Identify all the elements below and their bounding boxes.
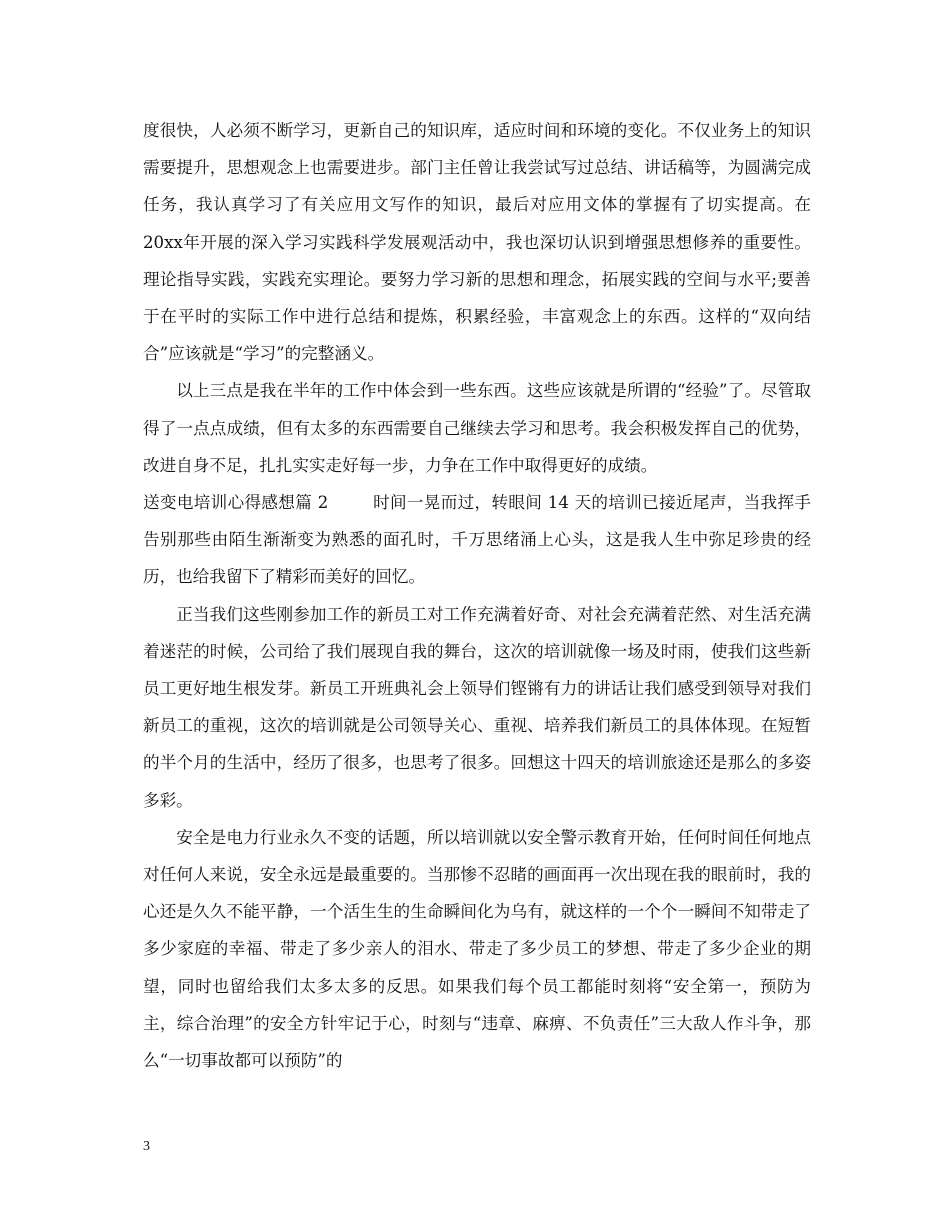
paragraph-4-text: 正当我们这些刚参加工作的新员工对工作充满着好奇、对社会充满着茫然、对生活充满着迷茫的时候，公司给了我们展现自我的舞台，这次的培训就像一场及时雨，使我们这些新员工更好地生根发芽。新员工开班典礼会上领导们铿锵有力的讲话让我们感受到领导对我们新员工的重视，这次的培训就是公司领导关心、重视、培养我们新员工的具体体现。在短暂的半个月的生活中，经历了很多，也思考了很多。回想这十四天的培训旅途还是那么的多姿多彩。 xyxy=(143,604,811,810)
paragraph-1-text: 度很快，人必须不断学习，更新自己的知识库，适应时间和环境的变化。不仅业务上的知识需要提升，思想观念上也需要进步。部门主任曾让我尝试写过总结、讲话稿等，为圆满完成任务，我认真学习了有关应用文写作的知识，最后对应用文体的掌握有了切实提高。在20xx年开展的深入学习实践科学发展观活动中，我也深切认识到增强思想修养的重要性。理论指导实践，实践充实理论。要努力学习新的思想和理念，拓展实践的空间与水平;要善于在平时的实际工作中进行总结和提炼，积累经验，丰富观念上的东西。这样的“双向结合”应该就是“学习”的完整涵义。 xyxy=(143,121,811,364)
section-heading: 送变电培训心得感想篇 2 xyxy=(143,493,329,513)
page-number: 3 xyxy=(143,1139,150,1154)
paragraph-5-text: 安全是电力行业永久不变的话题，所以培训就以安全警示教育开始，任何时间任何地点对任何人来说，安全永远是最重要的。当那惨不忍睹的画面再一次出现在我的眼前时，我的心还是久久不能平静，一个活生生的生命瞬间化为乌有，就这样的一个个一瞬间不知带走了多少家庭的幸福、带走了多少亲人的泪水、带走了多少员工的梦想、带走了多少企业的期望，同时也留给我们太多太多的反思。如果我们每个员工都能时刻将“安全第一，预防为主，综合治理”的安全方针牢记于心，时刻与“违章、麻痹、不负责任”三大敌人作斗争，那么“一切事故都可以预防”的 xyxy=(143,827,811,1071)
paragraph-5 xyxy=(143,819,811,1079)
paragraph-2-text: 以上三点是我在半年的工作中体会到一些东西。这些应该就是所谓的“经验”了。尽管取得了一点点成绩，但有太多的东西需要自己继续去学习和思考。我会积极发挥自己的优势，改进自身不足，扎扎实实走好每一步，力争在工作中取得更好的成绩。 xyxy=(143,381,811,475)
heading-gap xyxy=(328,493,373,512)
paragraph-3 xyxy=(143,484,811,596)
paragraph-2 xyxy=(143,372,811,484)
document-body xyxy=(143,112,811,1079)
paragraph-4 xyxy=(143,596,811,819)
paragraph-3-text: 时间一晃而过，转眼间 14 天的培训已接近尾声，当我挥手告别那些由陌生渐渐变为熟悉的面孔时，千万思绪涌上心头，这是我人生中弥足珍贵的经历，也给我留下了精彩而美好的回忆。 xyxy=(143,493,811,587)
paragraph-1 xyxy=(143,112,811,372)
